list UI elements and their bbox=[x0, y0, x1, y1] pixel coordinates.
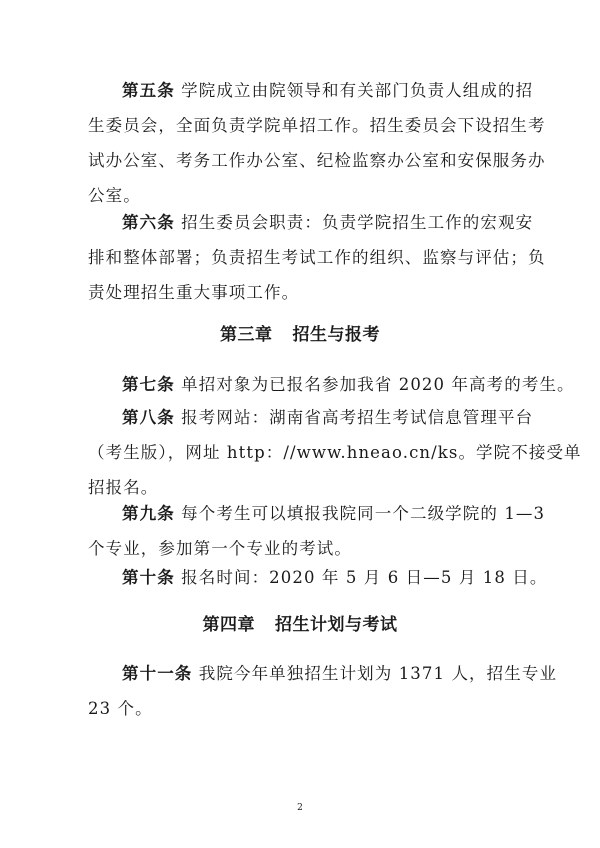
article-5-line-4: 公室。 bbox=[88, 186, 141, 205]
article-9 bbox=[88, 496, 546, 566]
article-6-label: 第六条 bbox=[122, 213, 175, 232]
article-9-line-1: 每个考生可以填报我院同一个二级学院的 1—3 bbox=[181, 504, 546, 523]
article-8-label: 第八条 bbox=[122, 408, 175, 427]
chapter-4-title: 招生计划与考试 bbox=[275, 615, 398, 635]
article-11-line-1: 我院今年单独招生计划为 1371 人，招生专业 bbox=[198, 664, 558, 683]
article-6-line-2: 排和整体部署；负责招生考试工作的组织、监察与评估；负 bbox=[88, 248, 546, 267]
chapter-3-heading bbox=[0, 320, 600, 345]
article-11-label: 第十一条 bbox=[122, 664, 193, 683]
page-number: 2 bbox=[297, 803, 303, 813]
article-10-label: 第十条 bbox=[122, 568, 175, 587]
article-10-line-1: 报名时间：2020 年 5 月 6 日—5 月 18 日。 bbox=[181, 568, 548, 587]
article-7 bbox=[88, 367, 575, 402]
article-9-label: 第九条 bbox=[122, 504, 175, 523]
article-9-line-2: 个专业，参加第一个专业的考试。 bbox=[88, 539, 352, 558]
article-6-line-3: 责处理招生重大事项工作。 bbox=[88, 283, 300, 302]
article-5-line-3: 试办公室、考务工作办公室、纪检监察办公室和安保服务办 bbox=[88, 151, 546, 170]
article-7-line-1: 单招对象为已报名参加我省 2020 年高考的考生。 bbox=[181, 375, 575, 394]
article-8-line-1: 报考网站：湖南省高考招生考试信息管理平台 bbox=[181, 408, 534, 427]
article-8-line-3: 招报名。 bbox=[88, 478, 159, 497]
article-6-line-1: 招生委员会职责：负责学院招生工作的宏观安 bbox=[181, 213, 534, 232]
article-10 bbox=[88, 560, 548, 595]
chapter-4-heading bbox=[0, 610, 600, 635]
chapter-3-title: 招生与报考 bbox=[292, 325, 380, 345]
article-5-line-2: 生委员会，全面负责学院单招工作。招生委员会下设招生考 bbox=[88, 116, 546, 135]
article-11-line-2: 23 个。 bbox=[88, 699, 153, 718]
article-8 bbox=[88, 400, 582, 505]
article-5-line-1: 学院成立由院领导和有关部门负责人组成的招 bbox=[181, 81, 534, 100]
chapter-3-number: 第三章 bbox=[220, 325, 273, 345]
article-11 bbox=[88, 656, 558, 726]
chapter-4-number: 第四章 bbox=[202, 615, 255, 635]
article-5-label: 第五条 bbox=[122, 81, 175, 100]
article-5 bbox=[88, 73, 546, 213]
article-6 bbox=[88, 205, 546, 310]
article-8-line-2: （考生版），网址 http：//www.hneao.cn/ks。学院不接受单 bbox=[88, 443, 582, 462]
article-7-label: 第七条 bbox=[122, 375, 175, 394]
